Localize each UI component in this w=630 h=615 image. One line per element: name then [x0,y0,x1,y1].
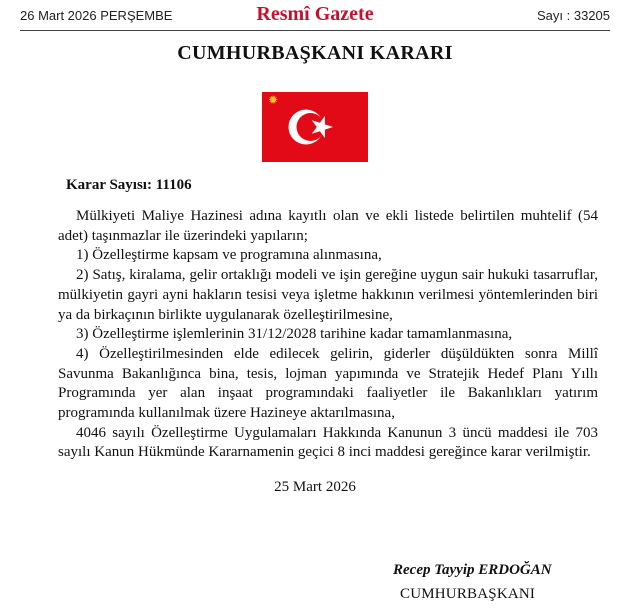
issue-number: Sayı : 33205 [537,8,610,23]
clause-3: 3) Özelleştirme işlemlerinin 31/12/2028 tarihine kadar tamamlanmasına, [76,326,513,343]
document-title: CUMHURBAŞKANI KARARI [177,42,453,64]
clause-1: 1) Özelleştirme kapsam ve programına alınmasına, [76,247,382,264]
header-divider [20,30,610,31]
signer-name: Recep Tayyip ERDOĞAN [393,562,552,578]
decree-body [58,207,598,463]
intro-paragraph: Mülkiyeti Maliye Hazinesi adına kayıtlı olan ve ekli listede belirtilen muhtelif (54 adet) taşınmazlar ile üzerindeki yapıların; [58,208,598,244]
header-date: 26 Mart 2026 PERŞEMBE [20,8,173,23]
clause-4: 4) Özelleştirilmesinden elde edilecek gelirin, giderler düşüldükten sonra Millî Savunma Bakanlığınca bina, tesis, lojman yapımında ve Stratejik Hedef Planı Yıllı Programında yer alan inşaat programındaki faaliyetler ile Bakanlıkları yatırım programında kullanılmak üzere Hazineye aktarılmasına, [58,345,598,422]
signature-date: 25 Mart 2026 [274,479,356,495]
signer-title: CUMHURBAŞKANI [400,586,536,602]
decree-number: Karar Sayısı: 11106 [66,177,192,193]
gazette-header [20,0,610,30]
star-emblem-icon: ✹ [268,93,279,107]
publication-title: Resmî Gazete [256,3,374,25]
clause-2: 2) Satış, kiralama, gelir ortaklığı modeli ve işin gereğine uygun sair hukuki tasarruflar, mülkiyetin gayri ayni hakların tesisi veya işletme hakkının verilmesi yöntemlerinden biri ya da birkaçının birlikte uygulanarak özelleştirilmesine, [58,267,598,323]
legal-basis-paragraph: 4046 sayılı Özelleştirme Uygulamaları Hakkında Kanunun 3 üncü maddesi ile 703 sayılı Kanun Hükmünde Kararnamenin geçici 8 inci maddesi gereğince karar verilmiştir. [58,424,598,461]
